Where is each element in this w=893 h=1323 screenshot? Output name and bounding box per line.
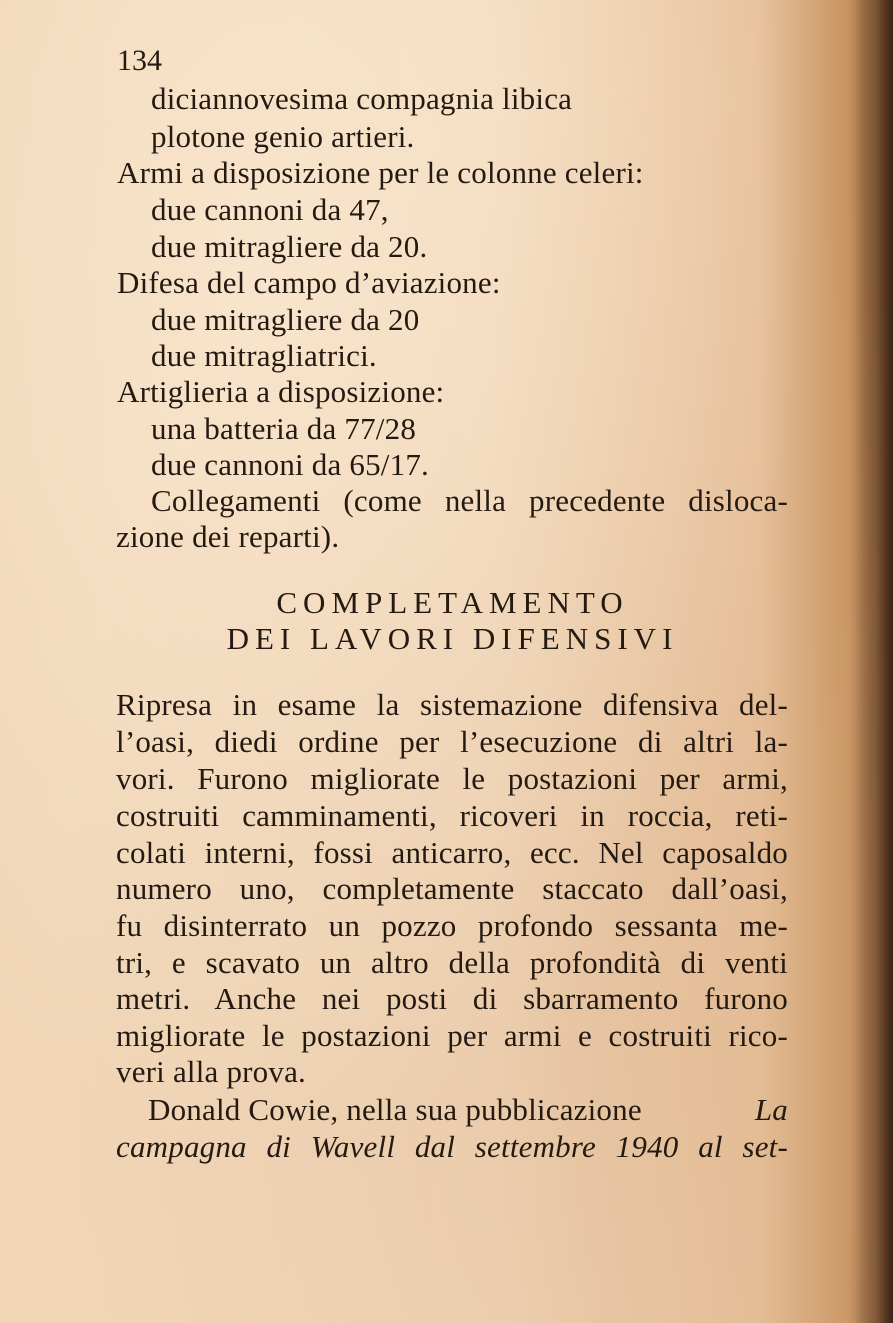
paragraph-text: Donald Cowie, nella sua pubblicazione bbox=[148, 1092, 642, 1127]
paragraph-line: migliorate le postazioni per armi e costruiti rico- bbox=[116, 1018, 788, 1053]
list-line: plotone genio artieri. bbox=[151, 119, 415, 154]
paragraph-line: numero uno, completamente staccato dall’oasi, bbox=[116, 871, 788, 906]
list-line: diciannovesima compagnia libica bbox=[151, 81, 573, 116]
list-line: due cannoni da 47, bbox=[151, 192, 389, 227]
paragraph-line: tri, e scavato un altro della profondità di venti bbox=[116, 945, 788, 980]
paragraph-line: Ripresa in esame la sistemazione difensiva del- bbox=[116, 687, 788, 722]
list-heading-line: Armi a disposizione per le colonne celeri: bbox=[117, 155, 644, 190]
list-line: Collegamenti (come nella precedente disloca- bbox=[151, 483, 788, 518]
list-line: due mitragliere da 20 bbox=[151, 302, 420, 337]
paragraph-line: l’oasi, diedi ordine per l’esecuzione di altri la- bbox=[116, 724, 788, 759]
list-line: due cannoni da 65/17. bbox=[151, 447, 429, 482]
page-edge-shadow bbox=[855, 0, 893, 1323]
list-line: zione dei reparti). bbox=[116, 519, 340, 554]
paragraph-line: colati interni, fossi anticarro, ecc. Nel caposaldo bbox=[116, 835, 788, 870]
list-line: due mitragliatrici. bbox=[151, 338, 377, 373]
list-heading-line: Difesa del campo d’aviazione: bbox=[117, 265, 501, 300]
section-heading: COMPLETAMENTO bbox=[276, 585, 629, 620]
section-heading: DEI LAVORI DIFENSIVI bbox=[226, 621, 679, 656]
paragraph-line: metri. Anche nei posti di sbarramento furono bbox=[116, 981, 788, 1016]
list-line: una batteria da 77/28 bbox=[151, 411, 417, 446]
paragraph-line: veri alla prova. bbox=[116, 1054, 306, 1089]
paragraph-line: vori. Furono migliorate le postazioni per armi, bbox=[116, 761, 788, 796]
paragraph-line: costruiti camminamenti, ricoveri in roccia, reti- bbox=[116, 798, 788, 833]
italic-title-text: La bbox=[754, 1092, 788, 1127]
paragraph-line bbox=[116, 1128, 788, 1166]
paragraph-line: fu disinterrato un pozzo profondo sessanta me- bbox=[116, 908, 788, 943]
paragraph-line bbox=[148, 1091, 788, 1129]
list-line: due mitragliere da 20. bbox=[151, 229, 428, 264]
list-heading-line: Artiglieria a disposizione: bbox=[117, 374, 445, 409]
page-number: 134 bbox=[117, 44, 162, 77]
italic-title-text: campagna di Wavell dal settembre 1940 al set- bbox=[116, 1129, 788, 1164]
